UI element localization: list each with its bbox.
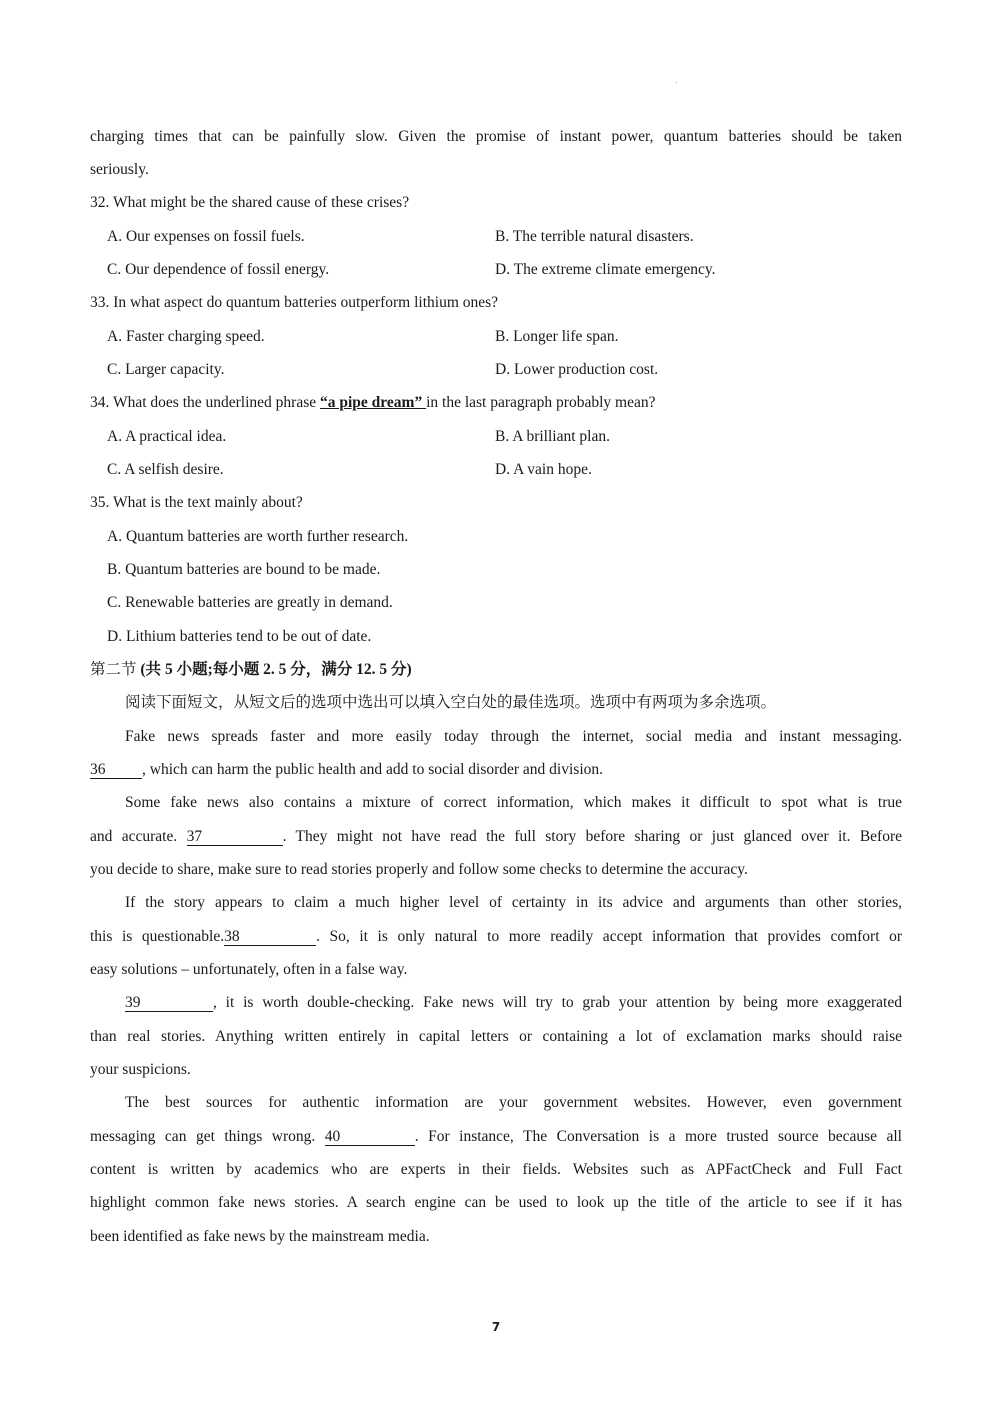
section-count: 5 (164, 661, 173, 678)
section-points-each: 2. 5 (263, 661, 287, 678)
passage-line: you decide to share, make sure to read stories properly and follow some checks to determine the accuracy. (90, 861, 748, 878)
passage-text: and accurate. (90, 828, 178, 845)
passage-line: Fake news spreads faster and more easily today through the internet, social media and instant messaging. (125, 728, 902, 745)
question-35-stem: 35. What is the text mainly about? (90, 494, 303, 511)
instruction: 阅读下面短文，从短文后的选项中选出可以填入空白处的最佳选项。选项中有两项为多余选项。 (125, 694, 777, 711)
passage-line (90, 827, 902, 847)
passage-line (90, 760, 902, 780)
q35-option-c: C. Renewable batteries are greatly in demand. (107, 594, 393, 611)
passage-line: The best sources for authentic information are your government websites. However, even government (125, 1094, 902, 1111)
q33-option-c: C. Larger capacity. (107, 361, 225, 378)
passage-line: than real stories. Anything written entirely in capital letters or containing a lot of exclamation marks should raise (90, 1028, 902, 1045)
q34-option-b: B. A brilliant plan. (495, 428, 610, 445)
q34-stem-pre: 34. What does the underlined phrase (90, 394, 320, 411)
section-text: (共 (136, 661, 165, 678)
passage-text: . For instance, The Conversation is a more trusted source because all (414, 1128, 902, 1145)
q35-option-a: A. Quantum batteries are worth further research. (107, 528, 409, 545)
passage-text: , it is worth double-checking. Fake news will try to grab your attention by being more exaggerated (213, 994, 902, 1011)
passage-line: content is written by academics who are experts in their fields. Websites such as APFactCheck and Full Fact (90, 1161, 902, 1178)
section-label: 第二节 (90, 661, 137, 678)
passage-text: this is questionable. (90, 928, 225, 945)
q35-option-d: D. Lithium batteries tend to be out of date. (107, 628, 372, 645)
blank-39: 39 (125, 994, 213, 1012)
q34-option-d: D. A vain hope. (495, 461, 592, 478)
q32-option-a: A. Our expenses on fossil fuels. (107, 228, 305, 245)
passage-text: , which can harm the public health and add to social disorder and division. (142, 761, 604, 778)
question-34-stem (90, 393, 902, 413)
passage-line: seriously. (90, 161, 149, 178)
q34-option-a: A. A practical idea. (107, 428, 227, 445)
q34-stem-post: in the last paragraph probably mean? (426, 394, 656, 411)
blank-38: 38 (224, 928, 316, 946)
q33-option-d: D. Lower production cost. (495, 361, 659, 378)
passage-line: If the story appears to claim a much higher level of certainty in its advice and arguments than other stories, (125, 894, 902, 911)
passage-line: been identified as fake news by the mainstream media. (90, 1228, 430, 1245)
q32-option-c: C. Our dependence of fossil energy. (107, 261, 330, 278)
passage-line: highlight common fake news stories. A search engine can be used to look up the title of the article to see if it has (90, 1194, 902, 1211)
blank-37: 37 (187, 828, 283, 846)
q34-option-c: C. A selfish desire. (107, 461, 224, 478)
blank-36: 36 (90, 761, 142, 779)
passage-line: charging times that can be painfully slow. Given the promise of instant power, quantum batteries should be taken (90, 128, 902, 145)
passage-line: Some fake news also contains a mixture of correct information, which makes it difficult to spot what is true (125, 794, 902, 811)
q35-option-b: B. Quantum batteries are bound to be made. (107, 561, 381, 578)
q33-option-a: A. Faster charging speed. (107, 328, 265, 345)
passage-text: . They might not have read the full story before sharing or just glanced over it. Before (282, 828, 902, 845)
section-text: 分，满分 (286, 661, 357, 678)
section-heading (90, 660, 902, 680)
passage-text: messaging can get things wrong. (90, 1128, 316, 1145)
passage-line (125, 993, 902, 1013)
question-33-stem: 33. In what aspect do quantum batteries outperform lithium ones? (90, 294, 499, 311)
passage-line: your suspicions. (90, 1061, 191, 1078)
section-total: 12. 5 (356, 661, 388, 678)
question-32-stem: 32. What might be the shared cause of these crises? (90, 194, 410, 211)
passage-line (90, 1127, 902, 1147)
section-text: 小题;每小题 (172, 661, 264, 678)
blank-40: 40 (325, 1128, 415, 1146)
speck (676, 82, 677, 83)
passage-text: . So, it is only natural to more readily accept information that provides comfort or (316, 928, 903, 945)
q32-option-d: D. The extreme climate emergency. (495, 261, 716, 278)
page-number: 7 (491, 1320, 501, 1334)
passage-line: easy solutions – unfortunately, often in a false way. (90, 961, 408, 978)
q32-option-b: B. The terrible natural disasters. (495, 228, 694, 245)
underlined-phrase: “a pipe dream” (320, 394, 427, 411)
q33-option-b: B. Longer life span. (495, 328, 619, 345)
passage-line (90, 927, 902, 947)
section-text: 分) (387, 661, 412, 678)
